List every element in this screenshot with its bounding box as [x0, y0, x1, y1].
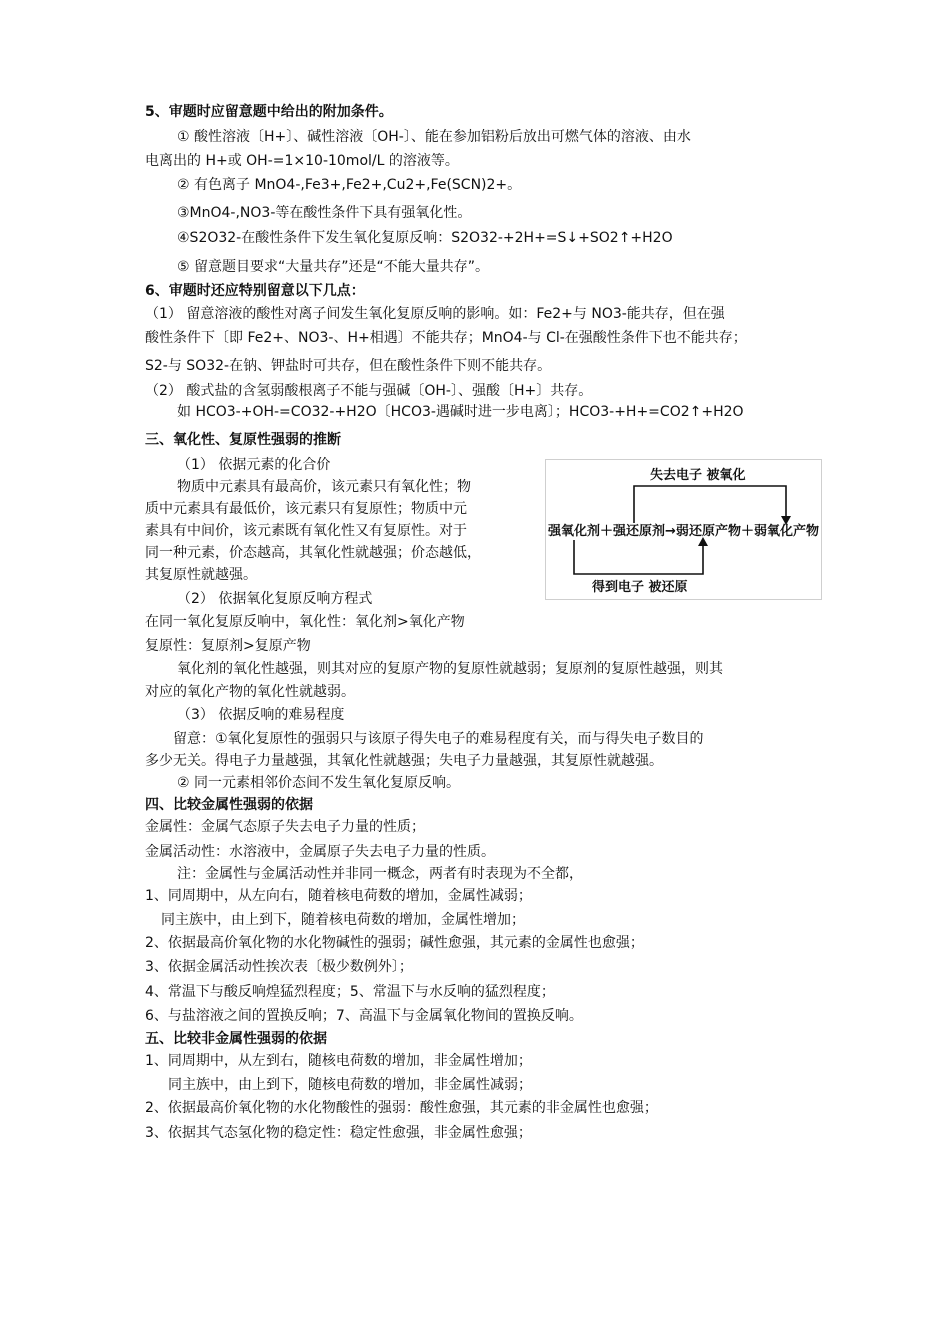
- metal-rule-2: 2、依据最高价氧化物的水化物碱性的强弱；碱性愈强，其元素的金属性也愈强；: [145, 935, 644, 951]
- method-3-line-3: ② 同一元素相邻价态间不发生氧化复原反响。: [177, 775, 460, 791]
- method-2-line-4: 对应的氧化产物的氧化性就越弱。: [145, 684, 355, 700]
- diagram-top-label: 失去电子 被氧化: [650, 468, 746, 483]
- metal-rule-6-7: 6、与盐溶液之间的置换反响；7、高温下与金属氧化物间的置换反响。: [145, 1008, 583, 1024]
- condition-1-line-1: ① 酸性溶液〔H+〕、碱性溶液〔OH-〕、能在参加铝粉后放出可燃气体的溶液、由水: [177, 129, 691, 145]
- method-2-line-1: 在同一氧化复原反响中，氧化性：氧化剂>氧化产物: [145, 614, 465, 630]
- note-1-line-1: （1） 留意溶液的酸性对离子间发生氧化复原反响的影响。如：Fe2+与 NO3-能共存，但在强: [145, 306, 725, 322]
- redox-diagram: [545, 459, 822, 600]
- section-5-nonmetal-heading: 五、比较非金属性强弱的依据: [145, 1031, 327, 1047]
- method-1-heading: （1） 依据元素的化合价: [177, 457, 331, 473]
- metal-rule-1b: 同主族中，由上到下，随着核电荷数的增加，金属性增加；: [161, 912, 525, 928]
- note-1-line-2: 酸性条件下〔即 Fe2+、NO3-、H+相遇〕不能共存；MnO4-与 Cl-在强酸性条件下也不能共存；: [145, 330, 747, 346]
- bottom-bracket-line: [574, 540, 703, 574]
- method-1-line-2: 质中元素具有最低价，该元素只有复原性；物质中元: [145, 501, 467, 517]
- nonmetal-rule-1: 1、同周期中，从左到右，随核电荷数的增加，非金属性增加；: [145, 1053, 532, 1069]
- metal-line-1: 金属性：金属气态原子失去电子力量的性质；: [145, 819, 425, 835]
- section-6-heading: 6、审题时还应特别留意以下几点：: [145, 283, 365, 299]
- diagram-bottom-label: 得到电子 被还原: [592, 580, 688, 595]
- section-5-heading: 5、审题时应留意题中给出的附加条件。: [145, 104, 393, 120]
- metal-note: 注：金属性与金属活动性并非同一概念，两者有时表现为不全都，: [177, 866, 583, 882]
- nonmetal-rule-3: 3、依据其气态氢化物的稳定性：稳定性愈强，非金属性愈强；: [145, 1125, 532, 1141]
- section-4-heading: 四、比较金属性强弱的依据: [145, 797, 313, 813]
- metal-rule-3: 3、依据金属活动性挨次表〔极少数例外〕；: [145, 959, 413, 975]
- method-2-line-3: 氧化剂的氧化性越强，则其对应的复原产物的复原性就越弱；复原剂的复原性越强，则其: [177, 661, 723, 677]
- condition-1-line-2: 电离出的 H+或 OH-=1×10-10mol/L 的溶液等。: [145, 153, 459, 169]
- section-3-heading: 三、氧化性、复原性强弱的推断: [145, 432, 341, 448]
- nonmetal-rule-2: 2、依据最高价氧化物的水化物酸性的强弱：酸性愈强，其元素的非金属性也愈强；: [145, 1100, 658, 1116]
- diagram-equation: 强氧化剂＋强还原剂→弱还原产物＋弱氧化产物: [548, 524, 819, 539]
- note-2-line-1: （2） 酸式盐的含氢弱酸根离子不能与强碱〔OH-〕、强酸〔H+〕共存。: [145, 383, 593, 399]
- method-2-line-2: 复原性：复原剂>复原产物: [145, 638, 311, 654]
- note-1-line-3: S2-与 SO32-在钠、钾盐时可共存，但在酸性条件下则不能共存。: [145, 358, 552, 374]
- nonmetal-rule-1b: 同主族中，由上到下，随核电荷数的增加，非金属性减弱；: [168, 1077, 532, 1093]
- metal-rule-4-5: 4、常温下与酸反响煌猛烈程度；5、常温下与水反响的猛烈程度；: [145, 984, 555, 1000]
- method-1-line-3: 素具有中间价，该元素既有氧化性又有复原性。对于: [145, 523, 467, 539]
- condition-4: ④S2O32-在酸性条件下发生氧化复原反响：S2O32-+2H+=S↓+SO2↑+H2O: [177, 230, 673, 246]
- condition-3: ③MnO4-,NO3-等在酸性条件下具有强氧化性。: [177, 205, 472, 221]
- top-bracket-line: [634, 486, 786, 523]
- metal-line-2: 金属活动性：水溶液中，金属原子失去电子力量的性质。: [145, 844, 495, 860]
- method-1-line-4: 同一种元素，价态越高，其氧化性就越强；价态越低，: [145, 545, 481, 561]
- metal-rule-1: 1、同周期中，从左向右，随着核电荷数的增加，金属性减弱；: [145, 888, 532, 904]
- method-1-line-1: 物质中元素具有最高价，该元素只有氧化性；物: [177, 479, 471, 495]
- condition-5: ⑤ 留意题目要求“大量共存”还是“不能大量共存”。: [177, 259, 490, 275]
- method-1-line-5: 其复原性就越强。: [145, 567, 257, 583]
- method-3-line-2: 多少无关。得电子力量越强，其氧化性就越强；失电子力量越强，其复原性就越强。: [145, 753, 663, 769]
- condition-2: ② 有色离子 MnO4-,Fe3+,Fe2+,Cu2+,Fe(SCN)2+。: [177, 177, 522, 193]
- method-3-heading: （3） 依据反响的难易程度: [177, 707, 345, 723]
- method-2-heading: （2） 依据氧化复原反响方程式: [177, 591, 373, 607]
- note-2-line-2: 如 HCO3-+OH-=CO32-+H2O〔HCO3-遇碱时进一步电离〕；HCO3-+H+=CO2↑+H2O: [177, 404, 744, 420]
- method-3-line-1: 留意：①氧化复原性的强弱只与该原子得失电子的难易程度有关，而与得失电子数目的: [173, 731, 704, 747]
